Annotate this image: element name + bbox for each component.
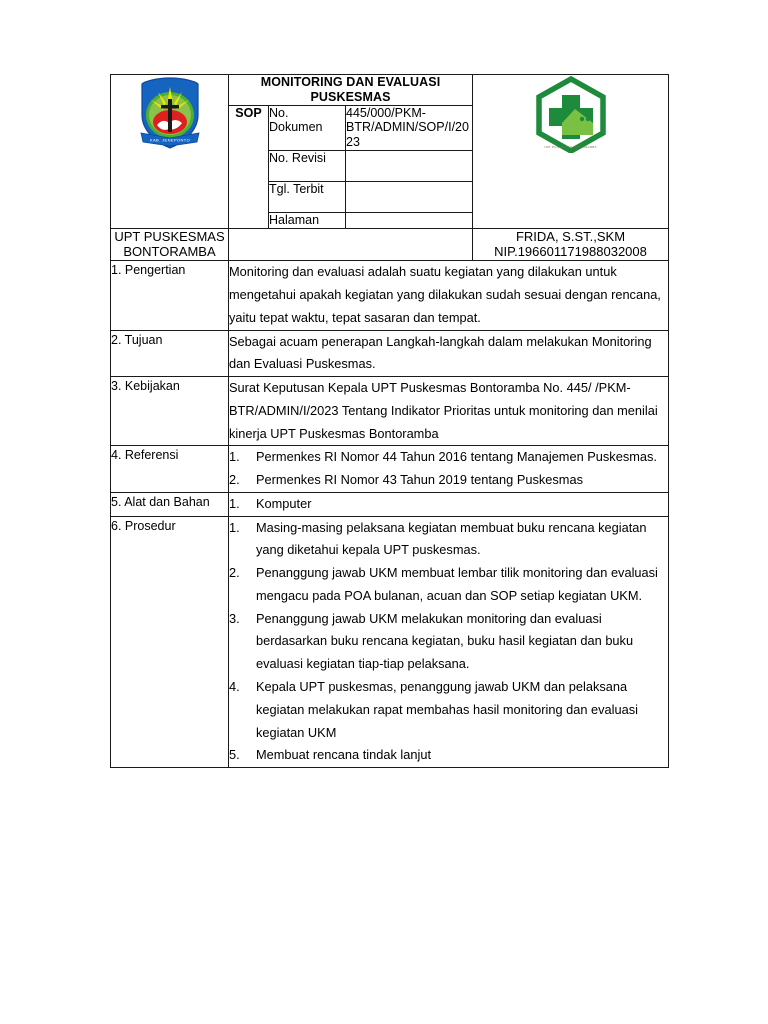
list-item: 1. Komputer bbox=[229, 493, 668, 516]
list-number: 2. bbox=[229, 565, 240, 581]
field-label-no-revisi: No. Revisi bbox=[269, 150, 346, 181]
list-number: 4. bbox=[229, 679, 240, 694]
signer-nip: NIP.196601171988032008 bbox=[494, 244, 647, 260]
signature-blank-cell bbox=[229, 228, 473, 261]
sop-label: SOP bbox=[229, 105, 269, 228]
section-row-alat-dan-bahan bbox=[111, 492, 669, 516]
list-item: 2. Permenkes RI Nomor 43 Tahun 2019 tentang Puskesmas bbox=[229, 469, 668, 492]
section-body-alat-dan-bahan bbox=[229, 492, 669, 516]
section-label-referensi: 4. Referensi bbox=[111, 446, 229, 493]
left-logo-cell bbox=[111, 75, 229, 229]
right-logo-cell bbox=[473, 75, 669, 229]
puskesmas-logo-icon bbox=[529, 75, 613, 153]
list-item: 1. Permenkes RI Nomor 44 Tahun 2016 tentang Manajemen Puskesmas. bbox=[229, 446, 668, 469]
section-body-referensi bbox=[229, 446, 669, 493]
referensi-list bbox=[229, 446, 668, 492]
list-number: 1. bbox=[229, 495, 240, 511]
field-label-halaman: Halaman bbox=[269, 212, 346, 228]
section-row-prosedur bbox=[111, 516, 669, 767]
alat-bahan-list bbox=[229, 493, 668, 516]
header-title-row bbox=[111, 75, 669, 106]
list-number: 3. bbox=[229, 610, 240, 626]
section-row-pengertian bbox=[111, 261, 669, 330]
signer-name: FRIDA, S.ST.,SKM bbox=[515, 228, 626, 244]
section-body-prosedur bbox=[229, 516, 669, 767]
section-label-kebijakan: 3. Kebijakan bbox=[111, 377, 229, 446]
kabupaten-jeneponto-emblem-icon bbox=[135, 75, 205, 151]
field-label-tgl-terbit: Tgl. Terbit bbox=[269, 181, 346, 212]
section-label-pengertian: 1. Pengertian bbox=[111, 261, 229, 330]
section-row-referensi bbox=[111, 446, 669, 493]
field-value-no-revisi bbox=[346, 150, 473, 181]
field-value-tgl-terbit bbox=[346, 181, 473, 212]
section-row-tujuan bbox=[111, 330, 669, 377]
list-item: 3. Penanggung jawab UKM melakukan monitoring dan evaluasi berdasarkan buku rencana kegiatan, buku hasil kegiatan dan buku evaluasi kegiatan tiap-tiap pelaksana. bbox=[229, 608, 668, 676]
puskesmas-logo-caption: UPT PUSKESMAS BONTORAMBA bbox=[544, 145, 597, 149]
svg-text:KAB. JENEPONTO: KAB. JENEPONTO bbox=[149, 137, 190, 143]
list-item: 5. Membuat rencana tindak lanjut bbox=[229, 744, 668, 767]
list-number: 2. bbox=[229, 472, 240, 488]
list-item: 2. Penanggung jawab UKM membuat lembar tilik monitoring dan evaluasi mengacu pada POA bulanan, acuan dan SOP setiap kegiatan UKM. bbox=[229, 562, 668, 608]
list-number: 5. bbox=[229, 747, 240, 763]
section-label-prosedur: 6. Prosedur bbox=[111, 516, 229, 767]
list-item: 4. Kepala UPT puskesmas, penanggung jawab UKM dan pelaksana kegiatan melakukan rapat membahas hasil monitoring dan evaluasi kegiatan UKM bbox=[229, 676, 668, 744]
section-body-pengertian: Monitoring dan evaluasi adalah suatu kegiatan yang dilakukan untuk mengetahui apakah kegiatan yang dilakukan sudah sesuai dengan rencana, yaitu tepat waktu, tepat sasaran dan tempat. bbox=[229, 261, 669, 330]
document-title: MONITORING DAN EVALUASI PUSKESMAS bbox=[229, 75, 473, 106]
list-number: 1. bbox=[229, 519, 240, 535]
unit-name: UPT PUSKESMAS BONTORAMBA bbox=[111, 228, 229, 261]
section-label-alat-dan-bahan: 5. Alat dan Bahan bbox=[111, 492, 229, 516]
field-value-halaman bbox=[346, 212, 473, 228]
prosedur-list bbox=[229, 517, 668, 767]
section-body-tujuan: Sebagai acuam penerapan Langkah-langkah dalam melakukan Monitoring dan Evaluasi Puskesmas. bbox=[229, 330, 669, 377]
sop-document-table bbox=[110, 74, 669, 768]
section-label-tujuan: 2. Tujuan bbox=[111, 330, 229, 377]
section-body-kebijakan: Surat Keputusan Kepala UPT Puskesmas Bontoramba No. 445/ /PKM-BTR/ADMIN/I/2023 Tentang Indikator Prioritas untuk monitoring dan menilai kinerja UPT Puskesmas Bontoramba bbox=[229, 377, 669, 446]
field-label-no-dokumen: No. Dokumen bbox=[269, 105, 346, 150]
list-item: 1. Masing-masing pelaksana kegiatan membuat buku rencana kegiatan yang diketahui kepala UPT puskesmas. bbox=[229, 517, 668, 563]
unit-signature-row bbox=[111, 228, 669, 261]
list-number: 1. bbox=[229, 449, 240, 465]
section-row-kebijakan bbox=[111, 377, 669, 446]
field-value-no-dokumen: 445/000/PKM-BTR/ADMIN/SOP/I/2023 bbox=[346, 105, 473, 150]
signer-block bbox=[473, 228, 669, 261]
